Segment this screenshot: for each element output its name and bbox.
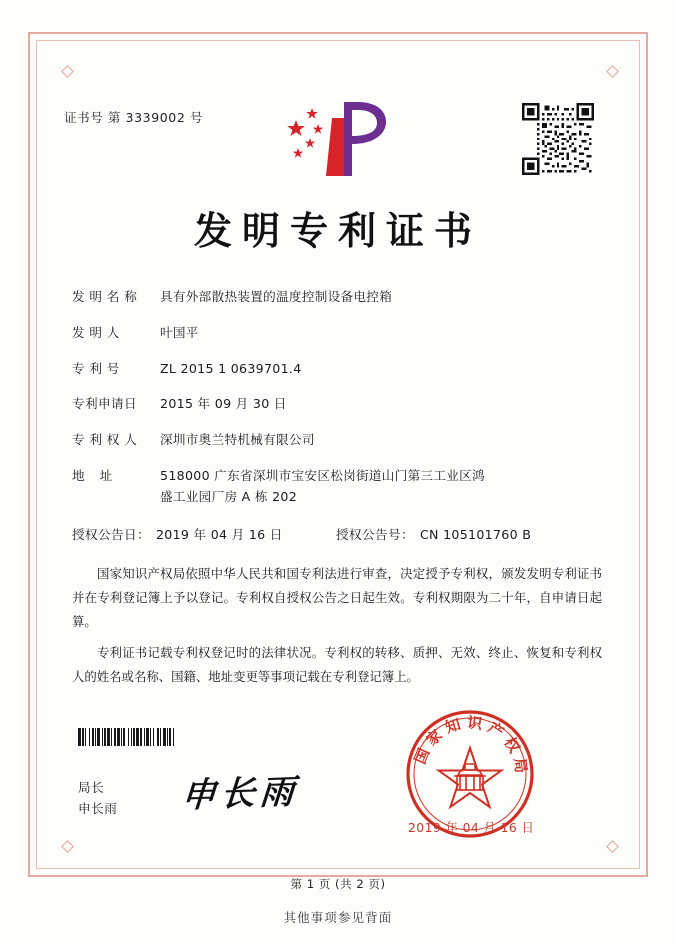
qr-code-icon (522, 103, 594, 175)
handwritten-signature: 申长雨 (180, 771, 301, 817)
certificate-number: 证书号 第 3339002 号 (64, 110, 204, 125)
paragraph-2: 专利证书记载专利权登记时的法律状况。专利权的转移、质押、无效、终止、恢复和专利权人的姓名或名称、国籍、地址变更等事项记载在专利登记簿上。 (72, 644, 602, 684)
paragraph-1: 国家知识产权局依照中华人民共和国专利法进行审查，决定授予专利权，颁发发明专利证书并在专利登记簿上予以登记。专利权自授权公告之日起生效。专利权期限为二十年，自申请日起算。 (72, 566, 602, 630)
body-paragraphs (72, 562, 602, 695)
field-row-address (72, 467, 600, 507)
address-line-2: 盛工业园厂房 A 栋 202 (160, 489, 298, 504)
page-title: 发明专利证书 (193, 208, 482, 253)
field-value: ZL 2015 1 0639701.4 (160, 360, 302, 376)
field-list (72, 288, 600, 557)
seal-date: 2019 年 04 月 16 日 (408, 820, 535, 835)
footer-note: 其他事项参见背面 (283, 910, 393, 925)
sipo-logo-icon (282, 98, 392, 180)
field-value: CN 105101760 B (419, 526, 532, 542)
field-label: 专 利 权 人 (72, 432, 138, 447)
director-title-label: 局长 (78, 780, 105, 795)
address-line-1: 518000 广东省深圳市宝安区松岗街道山门第三工业区鸿 (160, 467, 485, 483)
field-value (160, 467, 600, 507)
field-label: 发 明 人 (72, 324, 120, 340)
announcement-number-group (336, 524, 531, 543)
field-row-inventor (72, 324, 600, 342)
barcode-icon (78, 728, 250, 746)
field-value: 2019 年 04 月 16 日 (155, 526, 283, 542)
field-label: 专利申请日 (72, 396, 137, 412)
director-name-label: 申长雨 (78, 800, 118, 816)
field-value: 叶国平 (160, 324, 199, 340)
field-value: 深圳市奥兰特机械有限公司 (160, 432, 315, 447)
field-label: 授权公告号： (336, 526, 414, 542)
field-label: 地 址 (72, 467, 118, 483)
seal-outer-text: 国家知识产权局 (410, 713, 531, 779)
field-row-announcement (72, 524, 600, 543)
field-row-application-date (72, 395, 600, 413)
svg-text:国家知识产权局 (411, 713, 531, 779)
field-value: 具有外部散热装置的温度控制设备电控箱 (160, 289, 393, 304)
field-row-patentee (72, 431, 600, 449)
field-label: 专 利 号 (72, 360, 120, 376)
field-label: 授权公告日： (72, 526, 150, 542)
page-number: 第 1 页 (共 2 页) (290, 877, 386, 891)
field-value: 2015 年 09 月 30 日 (160, 396, 287, 412)
field-row-invention-name (72, 288, 600, 306)
signature-labels (78, 778, 117, 820)
announcement-date-group (72, 524, 336, 543)
field-label: 发 明 名 称 (72, 289, 138, 304)
field-row-patent-number (72, 360, 600, 378)
